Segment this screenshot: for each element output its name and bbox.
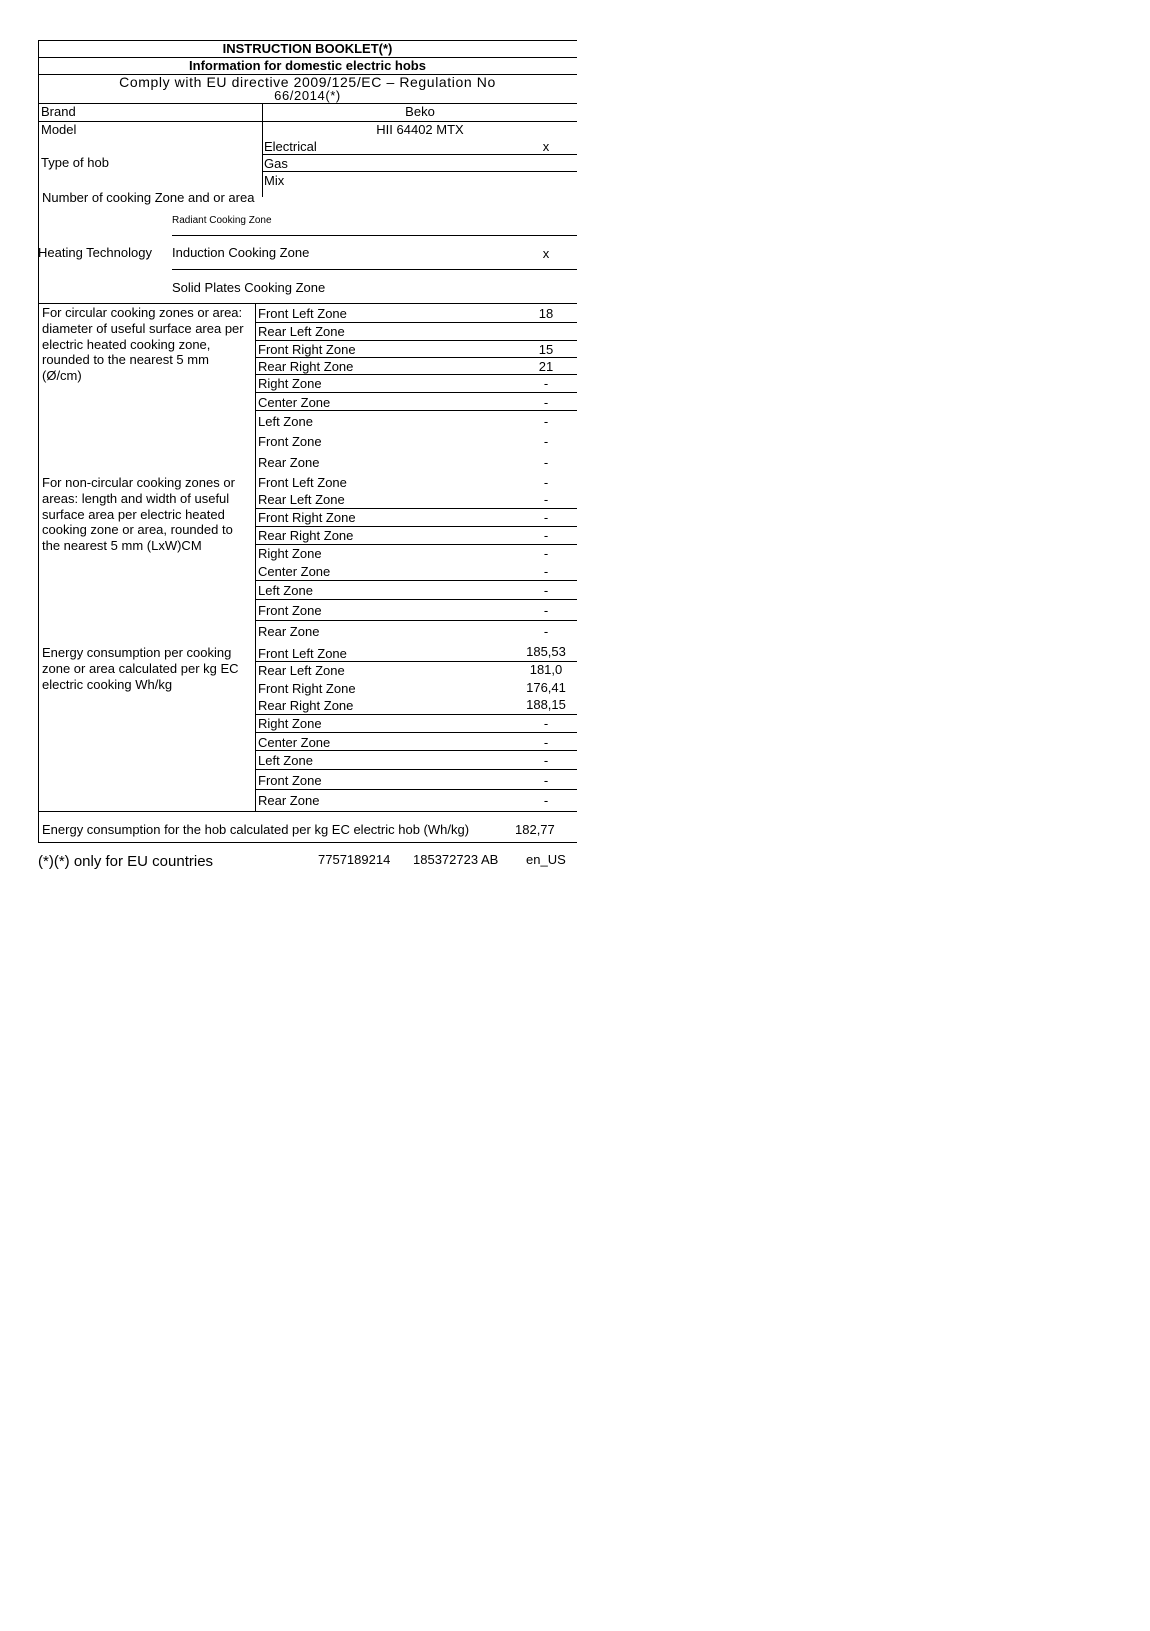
hob-type-gas: Gas: [264, 156, 288, 171]
zone-label: Left Zone: [258, 583, 313, 598]
noncircular-zones-label: For non-circular cooking zones or areas: length and width of useful surface area per electric heated cooking zone or area, rounded to the nearest 5 mm (LxW)CM: [42, 475, 235, 554]
heating-induction: Induction Cooking Zone: [172, 245, 310, 260]
circular-zones-label: For circular cooking zones or area: diameter of useful surface area per electric heated cooking zone, rounded to the nearest 5 mm (Ø/cm): [42, 305, 244, 384]
zone-label: Rear Left Zone: [258, 663, 345, 678]
rule: [262, 171, 577, 172]
brand-value: Beko: [405, 104, 435, 119]
rule: [255, 322, 577, 323]
zone-label: Rear Zone: [258, 624, 320, 639]
zone-value: 15: [538, 342, 554, 357]
zone-value: -: [543, 510, 549, 525]
zone-label: Front Right Zone: [258, 510, 356, 525]
booklet-subtitle: Information for domestic electric hobs: [189, 58, 426, 73]
zone-label: Front Zone: [258, 773, 322, 788]
zone-label: Front Left Zone: [258, 306, 347, 321]
footer-code-1: 7757189214: [318, 852, 391, 867]
zone-value: 18: [538, 306, 554, 321]
rule: [172, 235, 577, 236]
zone-label: Center Zone: [258, 735, 331, 750]
zone-label: Rear Right Zone: [258, 698, 354, 713]
directive-line-2: 66/2014(*): [274, 88, 341, 103]
heating-radiant: Radiant Cooking Zone: [172, 215, 272, 226]
rule: [255, 732, 577, 733]
zone-label: Right Zone: [258, 376, 322, 391]
zone-label: Left Zone: [258, 753, 313, 768]
hob-type-mix: Mix: [264, 173, 285, 188]
hob-type-label: Type of hob: [41, 155, 109, 170]
rule: [255, 714, 577, 715]
zone-value: -: [543, 455, 549, 470]
zone-value: -: [543, 492, 549, 507]
footer-code-2: 185372723 AB: [413, 852, 499, 867]
zone-label: Center Zone: [258, 395, 331, 410]
rule: [255, 340, 577, 341]
rule: [255, 544, 577, 545]
footer-note: (*)(*) only for EU countries: [38, 853, 214, 870]
rule: [262, 103, 263, 197]
zone-value: -: [543, 624, 549, 639]
rule: [172, 269, 577, 270]
rule: [255, 374, 577, 375]
rule: [255, 789, 577, 790]
footer-locale: en_US: [526, 852, 566, 867]
zones-count-label: Number of cooking Zone and or area: [42, 190, 255, 205]
booklet-title: INSTRUCTION BOOKLET(*): [222, 41, 393, 56]
zone-value: -: [543, 603, 549, 618]
rule: [38, 40, 39, 842]
zone-value: 188,15: [526, 697, 566, 712]
zone-value: 176,41: [526, 680, 566, 695]
zone-label: Rear Right Zone: [258, 359, 354, 374]
total-energy-value: 182,77: [515, 822, 555, 837]
rule: [38, 842, 577, 843]
zone-value: 181,0: [529, 662, 563, 677]
rule: [255, 357, 577, 358]
hob-type-electrical: Electrical: [264, 139, 317, 154]
zone-label: Front Left Zone: [258, 646, 347, 661]
zone-value: -: [543, 564, 549, 579]
zone-value: 185,53: [526, 644, 566, 659]
zone-value: -: [543, 395, 549, 410]
zone-label: Front Left Zone: [258, 475, 347, 490]
zone-label: Center Zone: [258, 564, 331, 579]
zone-value: -: [543, 434, 549, 449]
rule: [255, 392, 577, 393]
zone-value: -: [543, 475, 549, 490]
rule: [255, 526, 577, 527]
model-label: Model: [41, 122, 77, 137]
zone-value: -: [543, 793, 549, 808]
rule: [38, 303, 577, 304]
zone-value: -: [543, 753, 549, 768]
zone-label: Front Right Zone: [258, 342, 356, 357]
zone-label: Rear Left Zone: [258, 492, 345, 507]
model-value: HII 64402 MTX: [376, 122, 464, 137]
rule: [255, 750, 577, 751]
rule: [262, 154, 577, 155]
heating-solid-plates: Solid Plates Cooking Zone: [172, 280, 326, 295]
zone-label: Rear Zone: [258, 455, 320, 470]
rule: [255, 508, 577, 509]
zone-label: Front Zone: [258, 603, 322, 618]
zone-value: -: [543, 376, 549, 391]
heating-induction-mark: x: [542, 246, 550, 261]
rule: [255, 303, 256, 811]
zone-value: -: [543, 773, 549, 788]
brand-label: Brand: [41, 104, 76, 119]
hob-type-electrical-mark: x: [542, 139, 550, 154]
zone-value: -: [543, 735, 549, 750]
zone-label: Left Zone: [258, 414, 313, 429]
rule: [255, 580, 577, 581]
directive-line-1: Comply with EU directive 2009/125/EC – Regulation No: [119, 74, 496, 90]
total-energy-label: Energy consumption for the hob calculated per kg EC electric hob (Wh/kg): [42, 822, 470, 837]
zone-value: 21: [538, 359, 554, 374]
heating-technology-label: Heating Technology: [38, 245, 152, 260]
zone-label: Rear Left Zone: [258, 324, 345, 339]
zone-value: -: [543, 583, 549, 598]
zone-value: -: [543, 414, 549, 429]
rule: [38, 811, 577, 812]
zone-value: -: [543, 528, 549, 543]
rule: [255, 620, 577, 621]
zone-label: Rear Zone: [258, 793, 320, 808]
energy-zones-label: Energy consumption per cooking zone or area calculated per kg EC electric cooking Wh/kg: [42, 645, 239, 692]
zone-label: Front Zone: [258, 434, 322, 449]
zone-label: Rear Right Zone: [258, 528, 354, 543]
rule: [255, 599, 577, 600]
rule: [255, 410, 577, 411]
rule: [255, 769, 577, 770]
zone-label: Right Zone: [258, 716, 322, 731]
zone-value: -: [543, 546, 549, 561]
zone-value: -: [543, 716, 549, 731]
zone-label: Front Right Zone: [258, 681, 356, 696]
zone-label: Right Zone: [258, 546, 322, 561]
